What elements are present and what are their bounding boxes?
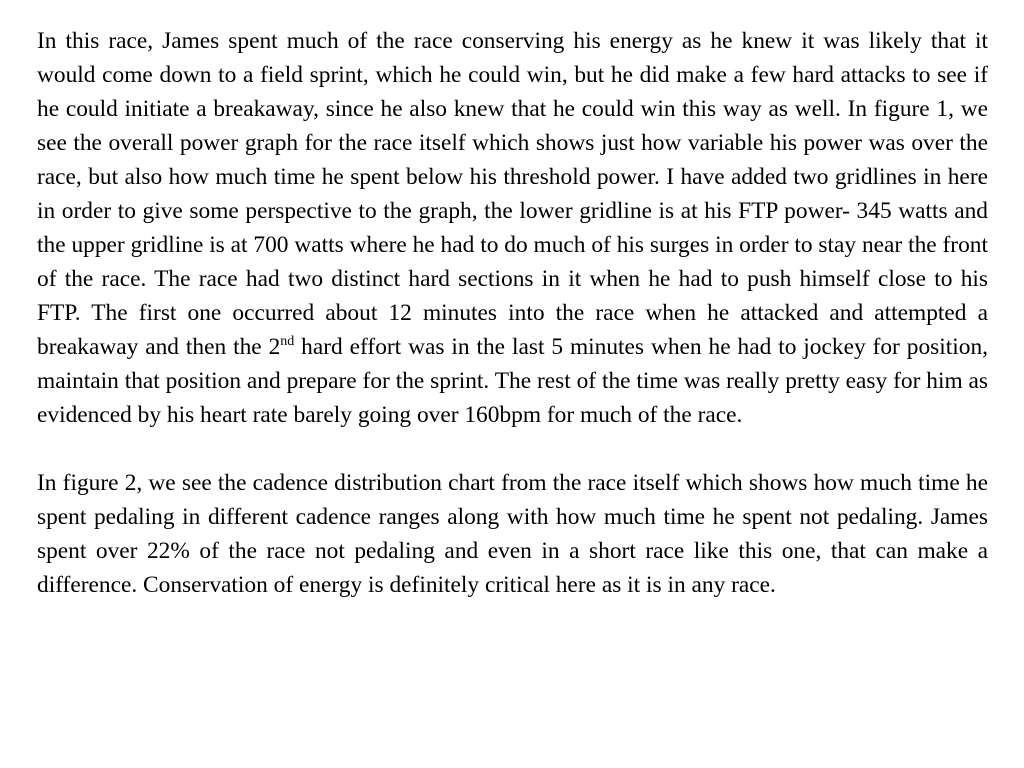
paragraph-cadence: In figure 2, we see the cadence distribution chart from the race itself which shows how much time he spent pedaling in different cadence ranges along with how much time he spent not pedaling. James spent over 22% of the race not pedaling and even in a short race like this one, that can make a difference. Conservation of energy is definitely critical here as it is in any race. — [37, 470, 988, 598]
document-page — [37, 24, 988, 602]
paragraph-race-power-text-2: hard effort was in the last 5 minutes when he had to jockey for position, maintain that position and prepare for the sprint. The rest of the time was really pretty easy for him as evidenced by his heart rate barely going over 160bpm for much of the race. — [37, 334, 988, 428]
ordinal-suffix: nd — [280, 334, 295, 350]
paragraph-race-power — [37, 24, 988, 432]
paragraph-race-power-text-1: In this race, James spent much of the race conserving his energy as he knew it was likely that it would come down to a field sprint, which he could win, but he did make a few hard attacks to see if he could initiate a breakaway, since he also knew that he could win this way as well. In figure 1, we see the overall power graph for the race itself which shows just how variable his power was over the race, but also how much time he spent below his threshold power. I have added two gridlines in here in order to give some perspective to the graph, the lower gridline is at his FTP power- 345 watts and the upper gridline is at 700 watts where he had to do much of his surges in order to stay near the front of the race. The race had two distinct hard sections in it when he had to push himself close to his FTP. The first one occurred about 12 minutes into the race when he attacked and attempted a breakaway and then the 2 — [37, 28, 988, 360]
